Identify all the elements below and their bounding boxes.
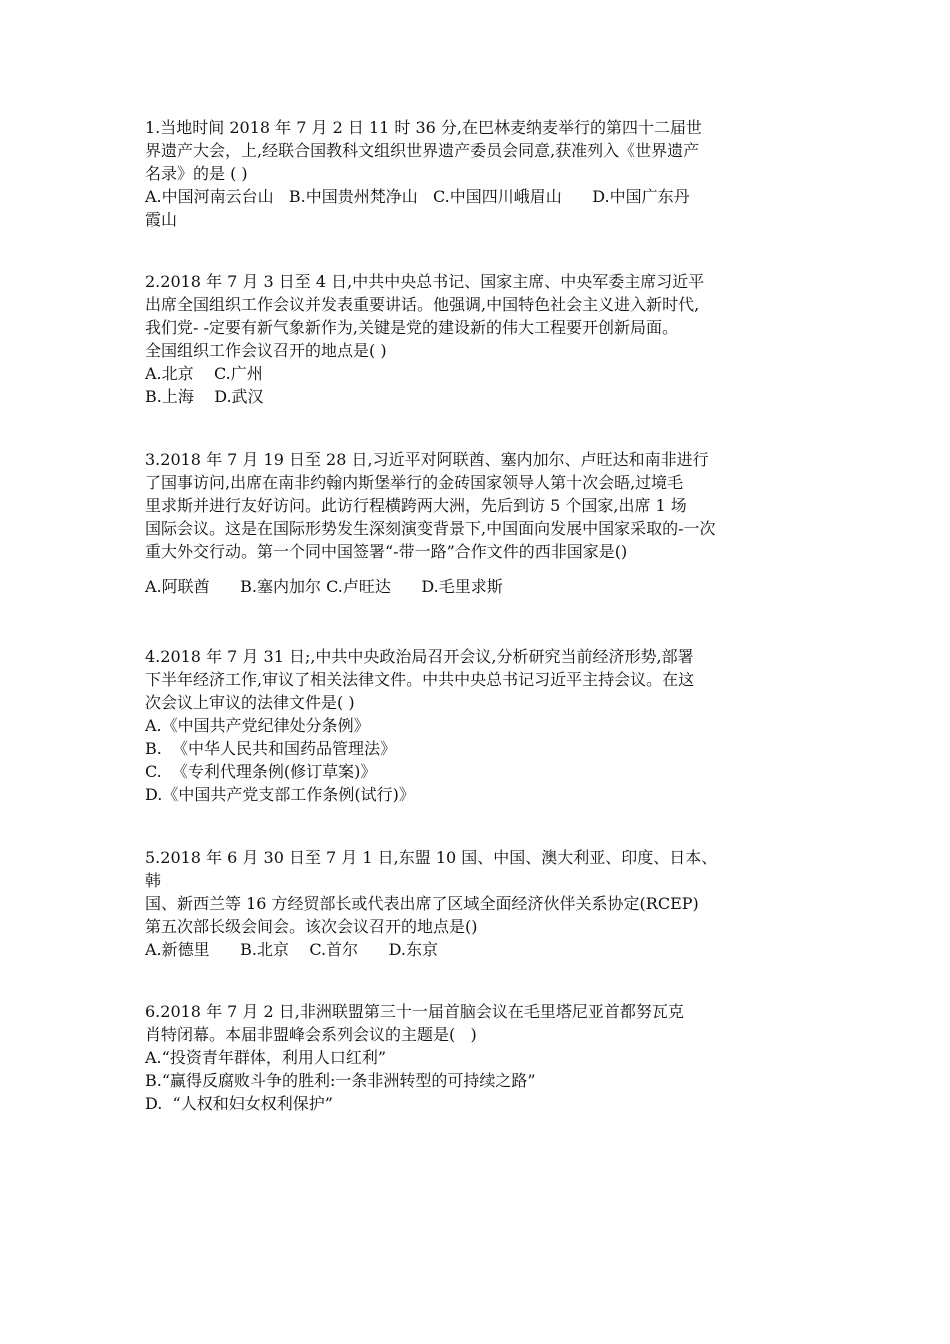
question-text-line: 名录》的是 ( ) [145,164,248,183]
question-text-line: 肖特闭幕。本届非盟峰会系列会议的主题是( ) [145,1025,477,1044]
question-text-line: 韩 [145,871,162,890]
question-1 [145,116,815,231]
question-text-line: 1.当地时间 2018 年 7 月 2 日 11 时 36 分,在巴林麦纳麦举行的第四十二届世 [145,118,703,137]
question-text-line: 下半年经济工作,审议了相关法律文件。中共中央总书记习近平主持会议。在这 [145,670,695,689]
answer-options: A.阿联酋 B.塞内加尔 C.卢旺达 D.毛里求斯 [145,577,503,596]
question-text-line: 我们党- -定要有新气象新作为,关键是党的建设新的伟大工程要开创新局面。 [145,318,678,337]
answer-option: D. “人权和妇女权利保护” [145,1094,333,1113]
question-text-line: 国际会议。这是在国际形势发生深刻演变背景下,中国面向发展中国家采取的-一次 [145,519,716,538]
question-text-line: 3.2018 年 7 月 19 日至 28 日,习近平对阿联酋、塞内加尔、卢旺达和南非进行 [145,450,709,469]
question-text-line: 了国事访问,出席在南非约翰内斯堡举行的金砖国家领导人第十次会晤,过境毛 [145,473,684,492]
question-text-line: 5.2018 年 6 月 30 日至 7 月 1 日,东盟 10 国、中国、澳大利亚、印度、日本、 [145,848,718,867]
spacer [145,563,815,575]
answer-option: A.《中国共产党纪律处分条例》 [145,716,370,735]
question-text-line: 次会议上审议的法律文件是( ) [145,693,355,712]
answer-option: C. 《专利代理条例(修订草案)》 [145,762,377,781]
question-text-line: 2.2018 年 7 月 3 日至 4 日,中共中央总书记、国家主席、中央军委主席习近平 [145,272,705,291]
question-text-line: 界遗产大会，上,经联合国教科文组织世界遗产委员会同意,获准列入《世界遗产 [145,141,700,160]
question-text-line: 4.2018 年 7 月 31 日;,中共中央政治局召开会议,分析研究当前经济形势,部署 [145,647,694,666]
question-text-line: 里求斯并进行友好访问。此访行程横跨两大洲，先后到访 5 个国家,出席 1 场 [145,496,687,515]
answer-options: A.北京 C.广州 [145,364,263,383]
answer-options: 霞山 [145,210,178,229]
question-text-line: 第五次部长级会间会。该次会议召开的地点是() [145,917,478,936]
answer-options: A.新德里 B.北京 C.首尔 D.东京 [145,940,438,959]
question-2 [145,270,815,408]
answer-option: B. 《中华人民共和国药品管理法》 [145,739,397,758]
question-text-line: 出席全国组织工作会议并发表重要讲话。他强调,中国特色社会主义进入新时代, [145,295,700,314]
question-text-line: 全国组织工作会议召开的地点是( ) [145,341,387,360]
answer-options: A.中国河南云台山 B.中国贵州梵净山 C.中国四川峨眉山 D.中国广东丹 [145,187,690,206]
answer-option: A.“投资青年群体，利用人口红利” [145,1048,387,1067]
question-text-line: 6.2018 年 7 月 2 日,非洲联盟第三十一届首脑会议在毛里塔尼亚首都努瓦克 [145,1002,684,1021]
answer-options: B.上海 D.武汉 [145,387,264,406]
question-text-line: 国、新西兰等 16 方经贸部长或代表出席了区域全面经济伙伴关系协定(RCEP) [145,894,699,913]
answer-option: B.“赢得反腐败斗争的胜利:一条非洲转型的可持续之路” [145,1071,536,1090]
answer-option: D.《中国共产党支部工作条例(试行)》 [145,785,415,804]
question-4 [145,645,815,806]
question-3 [145,448,815,598]
question-text-line: 重大外交行动。第一个同中国签署“-带一路”合作文件的西非国家是() [145,542,628,561]
question-6 [145,1000,815,1115]
question-5 [145,846,815,961]
